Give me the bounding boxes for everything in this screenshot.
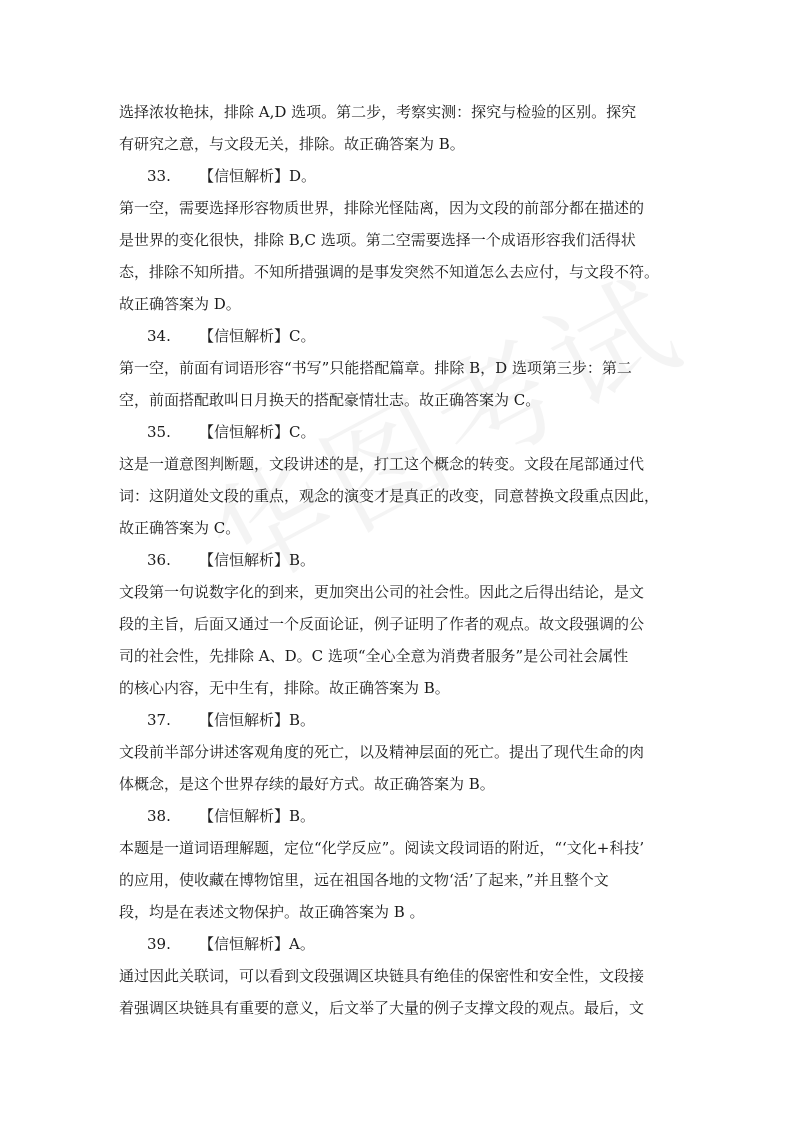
paragraph-line: 故正确答案为 D。	[119, 295, 241, 313]
answer-label: 【信恒解析】B。	[199, 551, 316, 569]
paragraph-line: 体概念，是这个世界存续的最好方式。故正确答案为 B。	[119, 775, 495, 793]
question-number: 36.	[147, 551, 171, 569]
question-number: 37.	[147, 711, 171, 729]
answer-heading	[119, 416, 674, 448]
paragraph-line: 文段第一句说数字化的到来，更加突出公司的社会性。因此之后得出结论，是文	[119, 583, 645, 601]
answer-label: 【信恒解析】A。	[199, 935, 315, 953]
paragraph-line: 段的主旨，后面又通过一个反面论证，例子证明了作者的观点。故文段强调的公	[119, 615, 645, 633]
answer-label: 【信恒解析】B。	[199, 711, 316, 729]
question-number: 38.	[147, 807, 171, 825]
answer-label: 【信恒解析】C。	[199, 327, 316, 345]
paragraph-line: 选择浓妆艳抹，排除 A,D 选项。第二步，考察实测：探究与检验的区别。探究	[119, 103, 637, 121]
paragraph-line: 段，均是在表述文物保护。故正确答案为 B 。	[119, 903, 425, 921]
answer-heading	[119, 704, 674, 736]
answer-heading	[119, 928, 674, 960]
answer-heading	[119, 544, 674, 576]
question-number: 34.	[147, 327, 171, 345]
paragraph-line: 第一空，前面有词语形容“书写”只能搭配篇章。排除 B，D 选项第三步：第二	[119, 359, 632, 377]
answer-label: 【信恒解析】C。	[199, 423, 316, 441]
paragraph-line: 态，排除不知所措。不知所措强调的是事发突然不知道怎么去应付，与文段不符。	[119, 263, 660, 281]
paragraph-line: 词：这阴道处文段的重点，观念的演变才是真正的改变，同意替换文段重点因此，	[119, 487, 660, 505]
paragraph-line: 文段前半部分讲述客观角度的死亡，以及精神层面的死亡。提出了现代生命的肉	[119, 743, 645, 761]
paragraph-line: 是世界的变化很快，排除 B,C 选项。第二空需要选择一个成语形容我们活得状	[119, 231, 636, 249]
question-number: 33.	[147, 167, 171, 185]
answer-heading	[119, 320, 674, 352]
paragraph-line: 有研究之意，与文段无关，排除。故正确答案为 B。	[119, 135, 465, 153]
paragraph-line: 本题是一道词语理解题，定位“化学反应”。阅读文段词语的附近，“‘文化+科技’	[119, 839, 645, 857]
document-body	[119, 96, 674, 1024]
paragraph-line: 司的社会性，先排除 A、D。C 选项“全心全意为消费者服务”是公司社会属性	[119, 647, 629, 665]
paragraph-line: 的应用，使收藏在博物馆里，远在祖国各地的文物‘活’了起来，”并且整个文	[119, 871, 609, 889]
paragraph-line: 的核心内容，无中生有，排除。故正确答案为 B。	[119, 679, 450, 697]
answer-label: 【信恒解析】D。	[199, 167, 317, 185]
answer-heading	[119, 160, 674, 192]
paragraph-line: 故正确答案为 C。	[119, 519, 241, 537]
paragraph-line: 通过因此关联词，可以看到文段强调区块链具有绝佳的保密性和安全性，文段接	[119, 967, 645, 985]
answer-label: 【信恒解析】B。	[199, 807, 316, 825]
paragraph-line: 空，前面搭配敢叫日月换天的搭配豪情壮志。故正确答案为 C。	[119, 391, 541, 409]
paragraph-line: 这是一道意图判断题，文段讲述的是，打工这个概念的转变。文段在尾部通过代	[119, 455, 645, 473]
question-number: 39.	[147, 935, 171, 953]
answer-heading	[119, 800, 674, 832]
paragraph-line: 第一空，需要选择形容物质世界，排除光怪陆离，因为文段的前部分都在描述的	[119, 199, 645, 217]
question-number: 35.	[147, 423, 171, 441]
paragraph-line: 着强调区块链具有重要的意义，后文举了大量的例子支撑文段的观点。最后，文	[119, 999, 645, 1017]
